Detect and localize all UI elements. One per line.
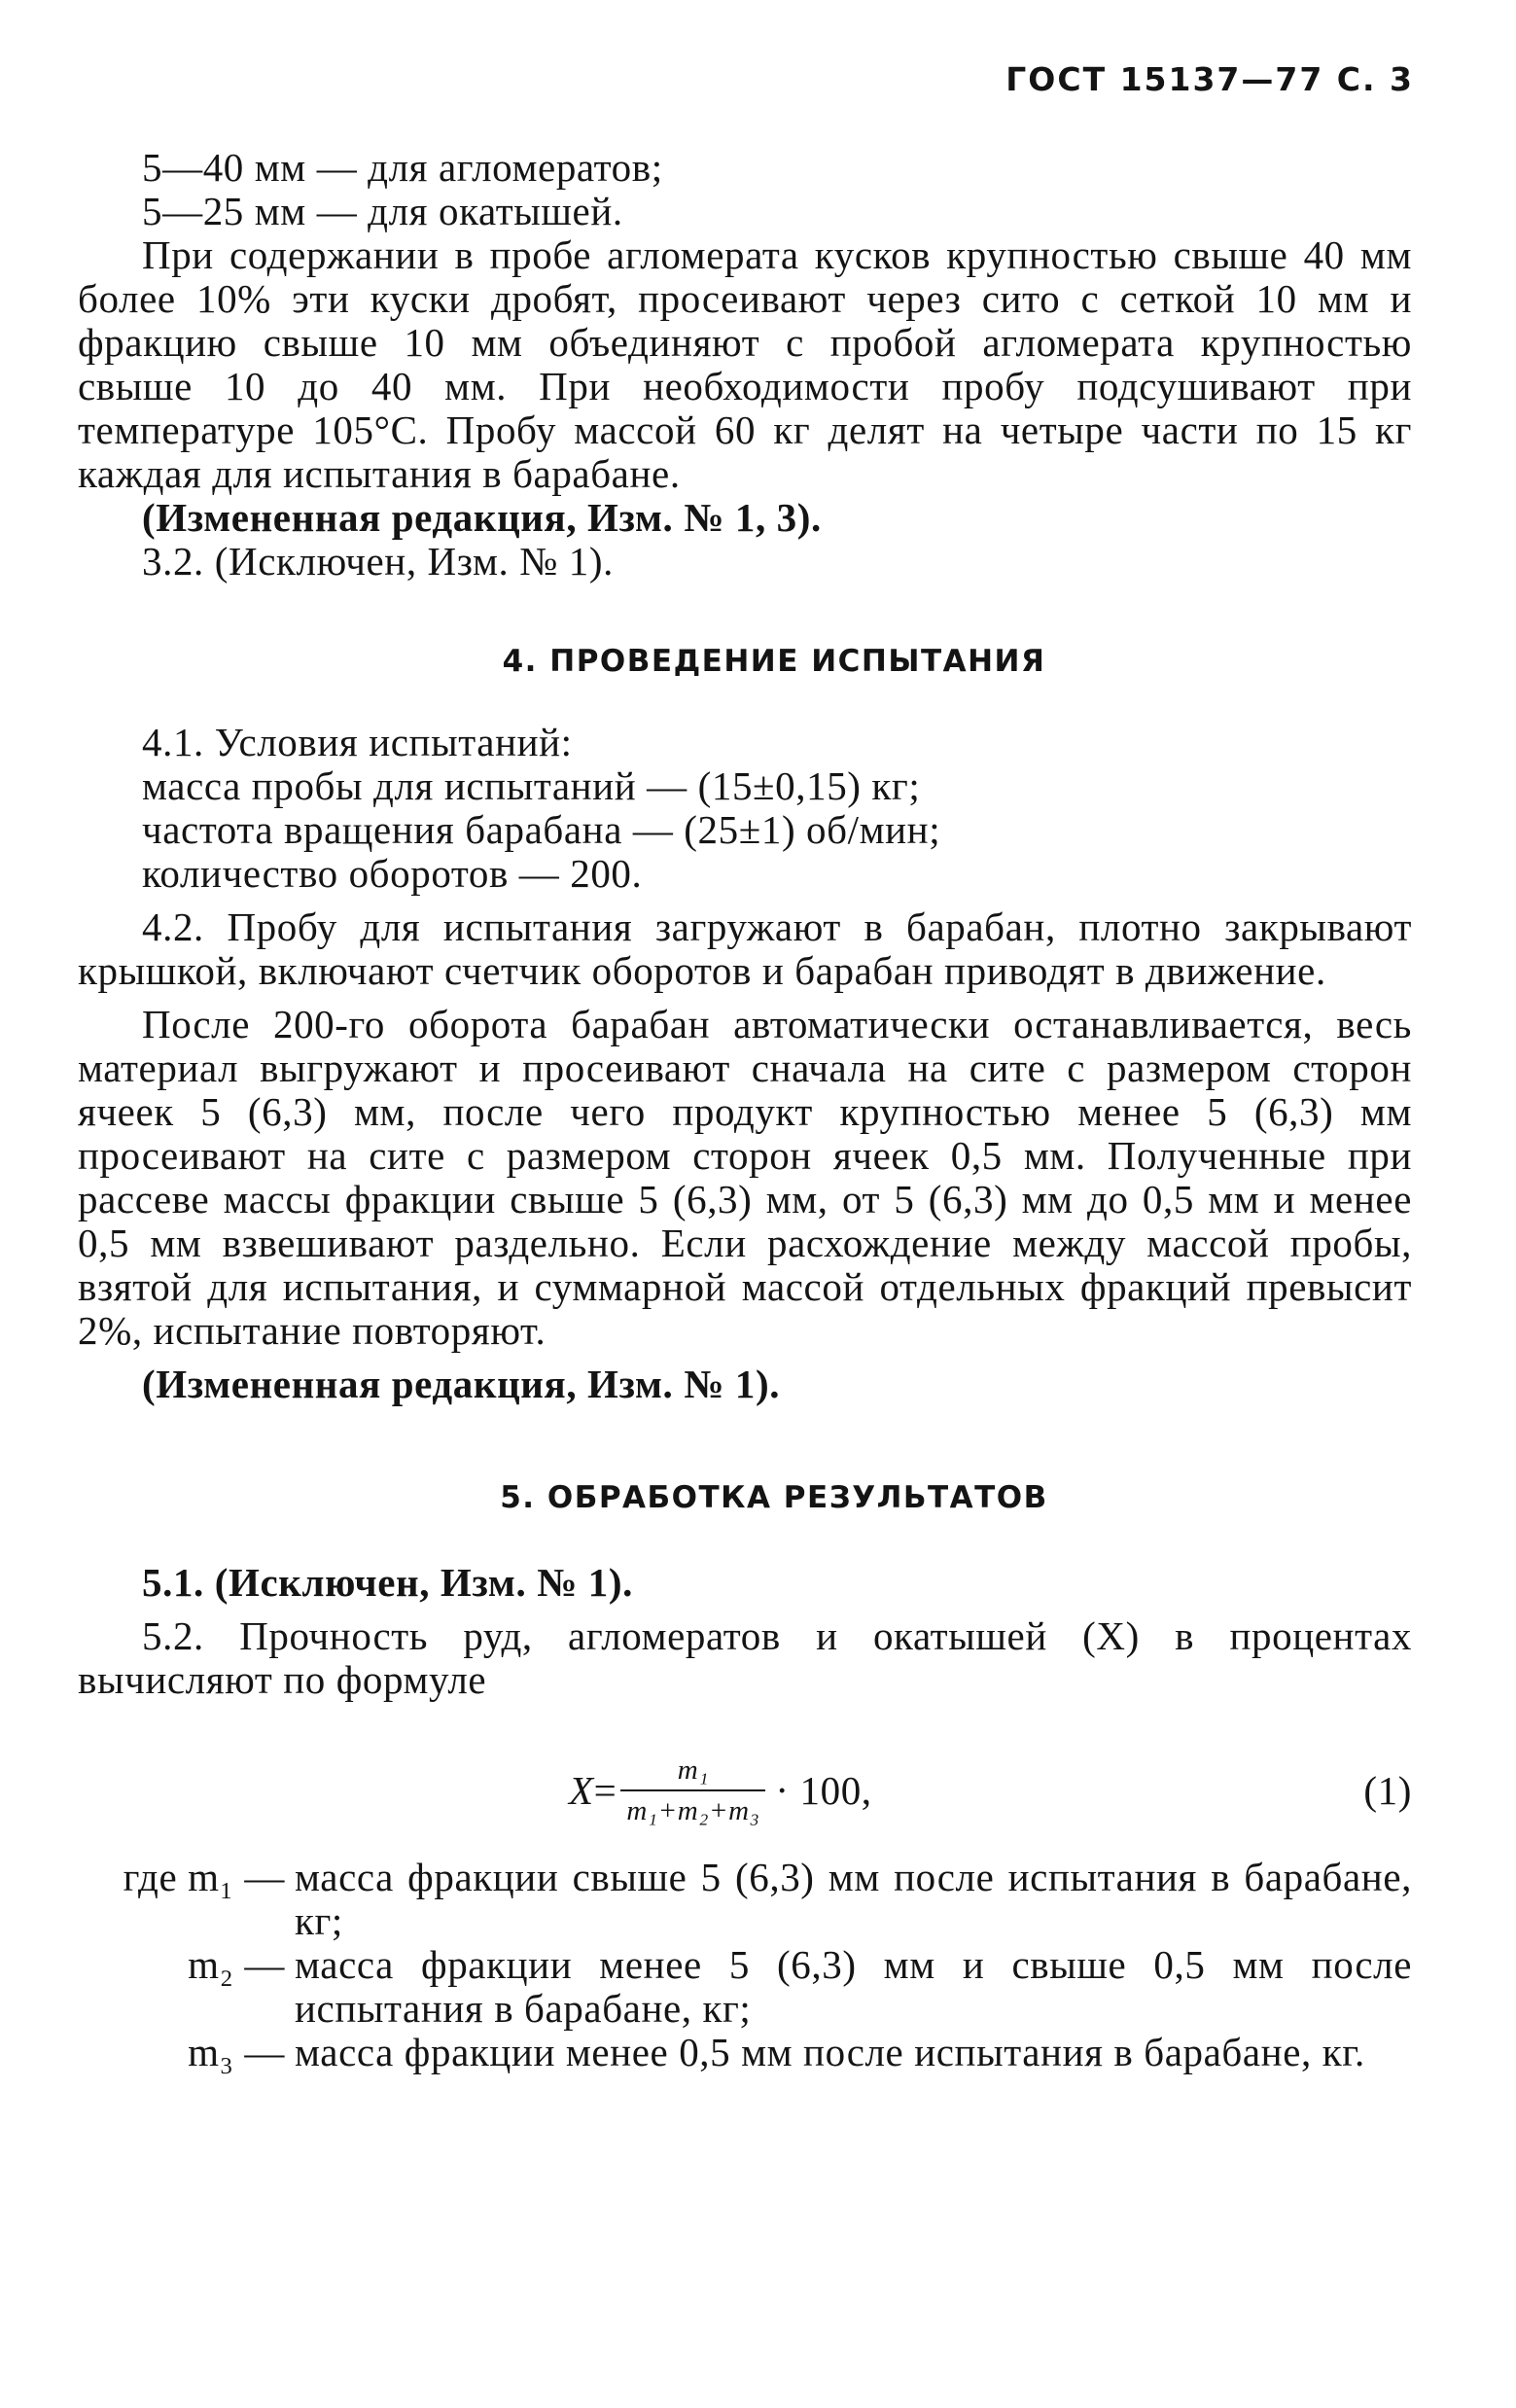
variable-definitions [78,1856,1412,2074]
formula-lhs: X [569,1767,594,1813]
formula-multiplier: · 100, [775,1767,872,1813]
condition-sample-mass: масса пробы для испытаний — (15±0,15) кг; [142,763,921,808]
definition-row [78,1856,1412,1943]
size-range-agglomerate: 5—40 мм — для агломератов; [142,145,663,190]
formula-equals: = [593,1767,617,1813]
clause-5-1: 5.1. (Исключен, Изм. № 1). [142,1560,633,1605]
section-4-title: 4. ПРОВЕДЕНИЕ ИСПЫТАНИЯ [502,644,1046,679]
formula-number: (1) [1363,1768,1412,1813]
definition-text: масса фракции свыше 5 (6,3) мм после испытания в барабане, кг; [295,1855,1412,1943]
definition-label [78,2031,295,2074]
definition-label-text: m₃ — [188,2030,285,2074]
definition-label [78,1943,295,2031]
paragraph-sample-prep: При содержании в пробе агломерата кусков крупностью свыше 40 мм более 10% эти куски дробят, просеивают через сито с сеткой 10 мм и фракцию свыше 10 мм объединяют с пробой агломерата крупностью свыше 10 до 40 мм. При необходимости пробу подсушивают при температуре 105°С. Пробу массой 60 кг делят на четыре части по 15 кг каждая для испытания в барабане. [78,232,1412,496]
clause-3-2: 3.2. (Исключен, Изм. № 1). [142,539,614,584]
formula-block [78,1743,1412,1838]
definition-row [78,1943,1412,2031]
definition-label-text: где m₁ — [123,1855,285,1899]
clause-4-2: 4.2. Пробу для испытания загружают в барабан, плотно закрывают крышкой, включают счетчик оборотов и барабан приводят в движение. [78,904,1412,993]
definition-text: масса фракции менее 0,5 мм после испытания в барабане, кг. [295,2030,1365,2074]
strength-formula [569,1743,872,1838]
document-body [78,146,1412,2074]
condition-revolutions: количество оборотов — 200. [142,851,643,896]
amendment-note-1: (Измененная редакция, Изм. № 1). [142,1362,781,1406]
definition-row [78,2031,1412,2074]
formula-denominator: m₁+m₂+m₃ [620,1789,765,1827]
clause-4-1: 4.1. Условия испытаний: [142,720,573,764]
definition-label [78,1856,295,1943]
section-5-title: 5. ОБРАБОТКА РЕЗУЛЬТАТОВ [500,1480,1048,1515]
definition-text: масса фракции менее 5 (6,3) мм и свыше 0,5 мм после испытания в барабане, кг; [295,1942,1412,2031]
definition-label-text: m₂ — [188,1942,285,1987]
page-header: ГОСТ 15137—77 С. 3 [1005,60,1414,98]
size-range-pellets: 5—25 мм — для окатышей. [142,189,623,233]
formula-fraction [620,1753,765,1827]
formula-numerator: m₁ [677,1754,710,1786]
clause-5-2: 5.2. Прочность руд, агломератов и окатышей (X) в процентах вычисляют по формуле [78,1613,1412,1702]
condition-drum-speed: частота вращения барабана — (25±1) об/мин; [142,807,941,852]
paragraph-sieving: После 200-го оборота барабан автоматически останавливается, весь материал выгружают и просеивают сначала на сите с размером сторон ячеек 5 (6,3) мм, после чего продукт крупностью менее 5 (6,3) мм просеивают на сите с размером сторон ячеек 0,5 мм. Полученные при рассеве массы фракции свыше 5 (6,3) мм, от 5 (6,3) мм до 0,5 мм и менее 0,5 мм взвешивают раздельно. Если расхождение между массой пробы, взятой для испытания, и суммарной массой отдельных фракций превысит 2%, испытание повторяют. [78,1002,1412,1353]
amendment-note-1-3: (Измененная редакция, Изм. № 1, 3). [142,495,822,540]
